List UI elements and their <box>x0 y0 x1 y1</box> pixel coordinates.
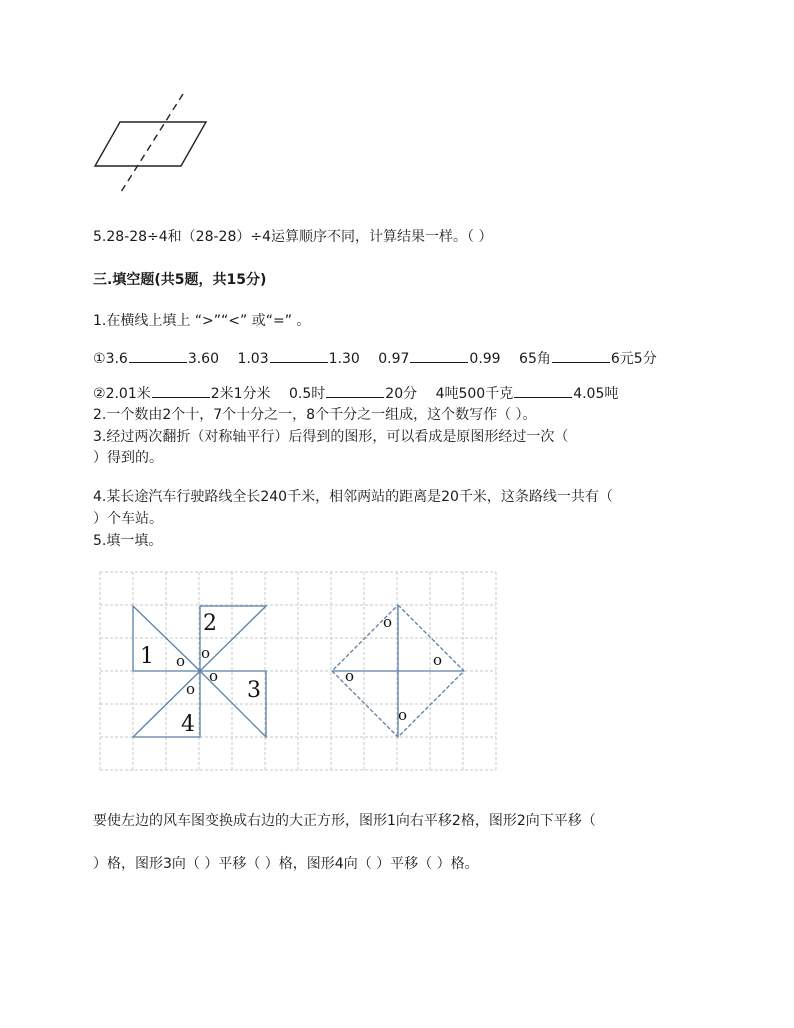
fill-question-4-line-2: ）个车站。 <box>93 511 163 527</box>
row-marker: ① <box>93 351 106 367</box>
pinwheel-grid-figure <box>95 565 535 780</box>
answer-blank[interactable] <box>514 385 572 398</box>
compare-right: 4.05吨 <box>573 386 619 402</box>
fill-question-5-text-line-1: 要使左边的风车图变换成右边的大正方形，图形1向右平移2格，图形2向下平移（ <box>93 813 596 829</box>
rotation-mark: o <box>209 667 219 685</box>
comparison-row-1 <box>93 350 657 368</box>
fill-question-4-line-1: 4.某长途汽车行驶路线全长240千米，相邻两站的距离是20千米，这条路线一共有（ <box>93 489 613 505</box>
fill-question-5: 5.填一填。 <box>93 533 163 549</box>
compare-left: 4吨500千克 <box>435 386 514 402</box>
fill-question-2: 2.一个数由2个十，7个十分之一，8个千分之一组成，这个数写作（ ）。 <box>93 407 537 423</box>
compare-right: 20分 <box>385 386 418 402</box>
dashed-axis-line <box>121 94 183 192</box>
answer-blank[interactable] <box>410 350 468 363</box>
rotation-mark: o <box>186 680 196 698</box>
comparison-row-2 <box>93 385 618 403</box>
compare-left: 0.5时 <box>289 386 326 402</box>
section-3-heading: 三.填空题(共5题，共15分) <box>93 272 267 288</box>
answer-blank[interactable] <box>552 350 610 363</box>
fill-question-1-prompt: 1.在横线上填上 “>”“<” 或“=” 。 <box>93 313 311 329</box>
answer-blank[interactable] <box>270 350 328 363</box>
rotation-mark: o <box>383 613 393 631</box>
triangle-1-label: 1 <box>140 644 154 669</box>
answer-blank[interactable] <box>129 350 187 363</box>
triangle-3-label: 3 <box>247 678 261 703</box>
row-marker: ② <box>93 386 106 402</box>
compare-right: 3.60 <box>187 351 219 367</box>
answer-blank[interactable] <box>326 385 384 398</box>
triangle-2-label: 2 <box>203 611 217 636</box>
compare-left: 0.97 <box>378 351 410 367</box>
rotation-mark: o <box>345 667 355 685</box>
compare-left: 3.6 <box>105 351 128 367</box>
fill-question-3-line-2: ）得到的。 <box>93 450 163 466</box>
fill-question-5-text-line-2: ）格，图形3向（ ）平移（ ）格，图形4向（ ）平移（ ）格。 <box>93 856 479 872</box>
rotation-mark: o <box>398 706 408 724</box>
rotation-mark: o <box>433 651 443 669</box>
answer-blank[interactable] <box>152 385 210 398</box>
compare-right: 0.99 <box>469 351 501 367</box>
pinwheel-shape <box>133 606 266 737</box>
judgment-question-5: 5.28-28÷4和（28-28）÷4运算顺序不同，计算结果一样。（ ） <box>93 229 493 245</box>
compare-left: 1.03 <box>237 351 269 367</box>
compare-left: 2.01米 <box>105 386 151 402</box>
compare-right: 1.30 <box>328 351 360 367</box>
parallelogram-figure <box>0 0 794 200</box>
rotation-mark: o <box>176 652 186 670</box>
triangle-4-label: 4 <box>181 712 195 737</box>
compare-right: 2米1分米 <box>210 386 271 402</box>
rotation-mark: o <box>201 644 211 662</box>
compare-left: 65角 <box>519 351 551 367</box>
parallelogram-shape <box>95 122 206 166</box>
fill-question-3-line-1: 3.经过两次翻折（对称轴平行）后得到的图形，可以看成是原图形经过一次（ <box>93 429 569 445</box>
compare-right: 6元5分 <box>610 351 657 367</box>
